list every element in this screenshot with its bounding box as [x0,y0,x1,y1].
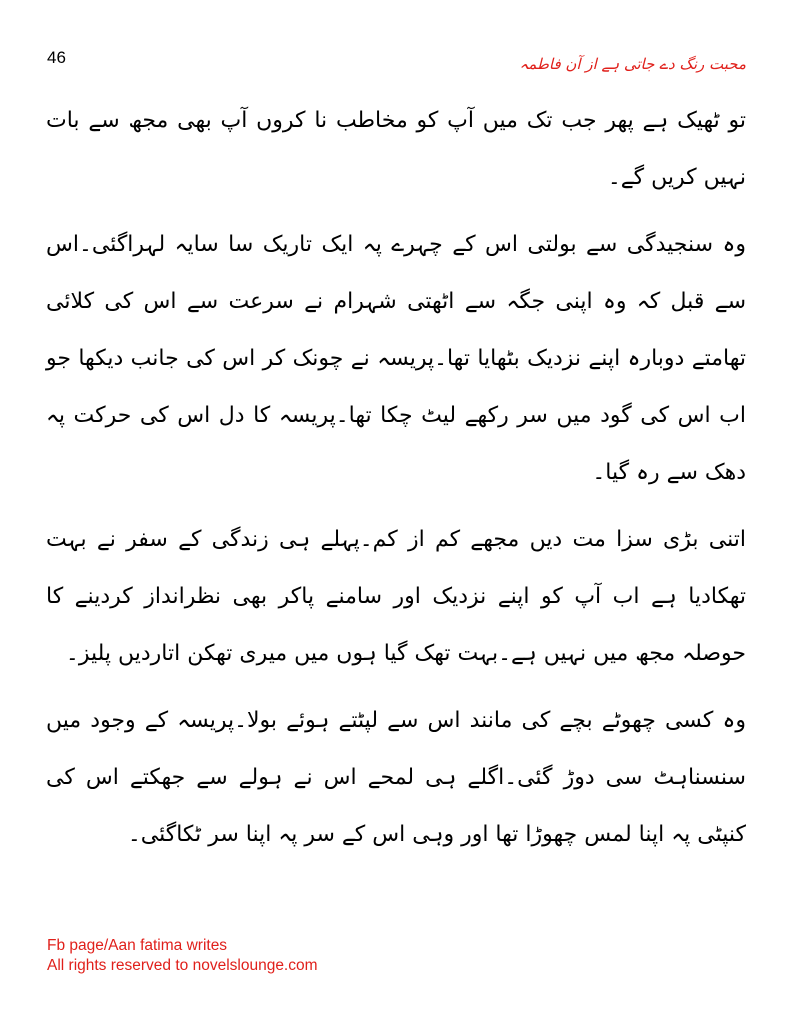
paragraph-2: وہ سنجیدگی سے بولتی اس کے چہرے پہ ایک تاریک سا سایہ لہراگئی۔اس سے قبل کہ وہ اپنی جگہ سے اٹھتی شہرام نے سرعت سے اس کی کلائی تھامتے دوبارہ اپنے نزدیک بٹھایا تھا۔پریسہ نے چونک کر اس کی جانب دیکھا جو اب اس کی گود میں سر رکھے لیٹ چکا تھا۔پریسہ کا دل اس کی حرکت پہ دھک سے رہ گیا۔ [46,232,746,485]
footer-facebook-credit: Fb page/Aan fatima writes [47,937,228,954]
novel-body-text [46,92,746,873]
paragraph-3: اتنی بڑی سزا مت دیں مجھے کم از کم۔پہلے ہی زندگی کے سفر نے بہت تھکادیا ہے اب آپ کو اپنے نزدیک اور سامنے پاکر بھی نظرانداز کردینے کا حوصلہ مجھ میں نہیں ہے۔بہت تھک گیا ہوں میں میری تھکن اتاردیں پلیز۔ [46,527,746,666]
book-title-header: محبت رنگ دے جاتی ہے از آن فاطمہ [519,55,746,73]
paragraph-1: تو ٹھیک ہے پھر جب تک میں آپ کو مخاطب نا کروں آپ بھی مجھ سے بات نہیں کریں گے۔ [46,108,746,190]
page-footer [47,936,318,976]
page-number: 46 [47,48,66,67]
paragraph-4: وہ کسی چھوٹے بچے کی مانند اس سے لپٹتے ہوئے بولا۔پریسہ کے وجود میں سنسناہٹ سی دوڑ گئی۔اگلے ہی لمحے اس نے ہولے سے جھکتے اس کی کنپٹی پہ اپنا لمس چھوڑا تھا اور وہی اس کے سر پہ اپنا سر ٹکاگئی۔ [46,708,746,847]
footer-copyright: All rights reserved to novelslounge.com [47,957,318,974]
